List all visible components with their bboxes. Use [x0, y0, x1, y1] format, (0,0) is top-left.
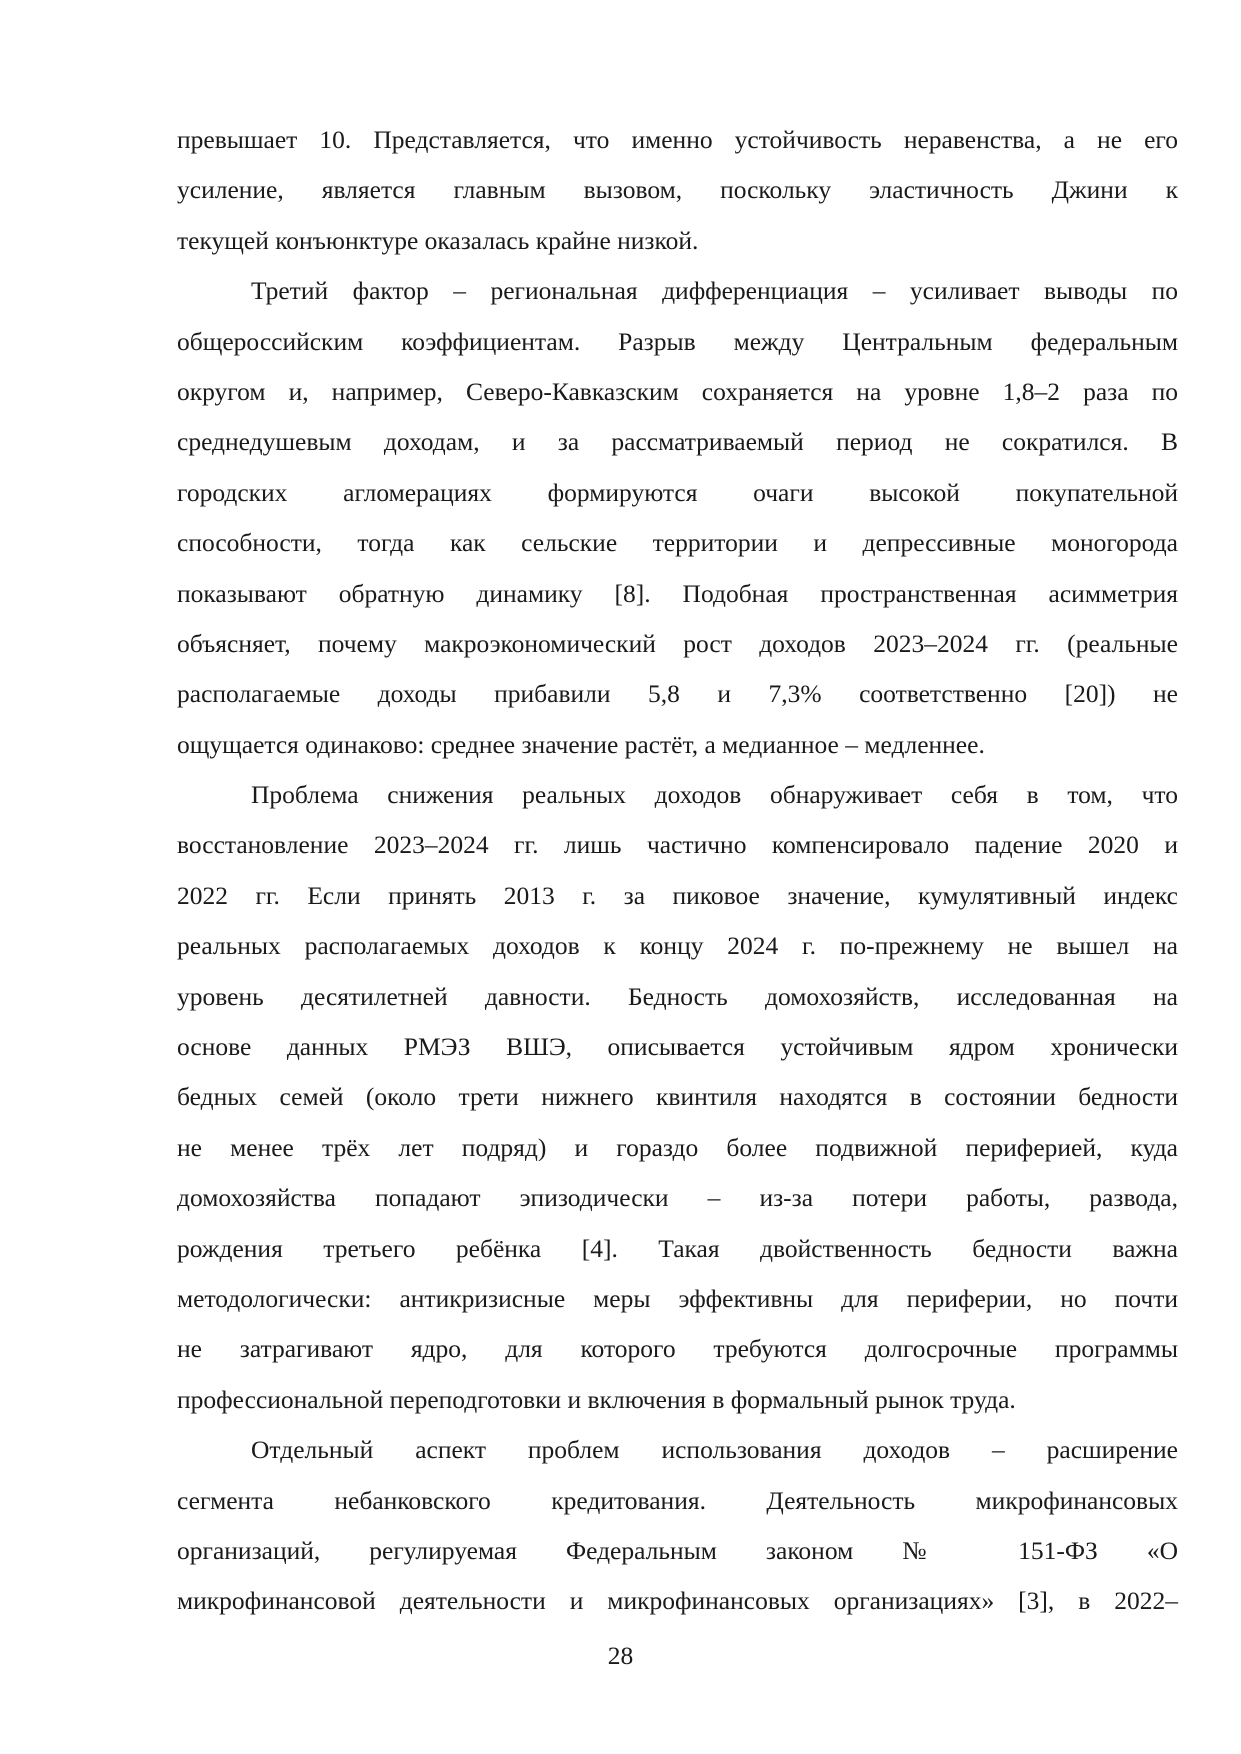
text-line: рождения третьего ребёнка [4]. Такая двойственность бедности важна: [177, 1233, 1178, 1263]
text-line: бедных семей (около трети нижнего квинтиля находятся в состоянии бедности: [177, 1082, 1178, 1112]
text-line: способности, тогда как сельские территории и депрессивные моногорода: [177, 528, 1178, 558]
document-body: [177, 115, 1178, 1627]
paragraph: [177, 115, 1178, 266]
text-line: округом и, например, Северо-Кавказским сохраняется на уровне 1,8–2 раза по: [177, 376, 1178, 406]
text-line: ощущается одинаково: среднее значение растёт, а медианное – медленнее.: [177, 729, 985, 759]
text-line: показывают обратную динамику [8]. Подобная пространственная асимметрия: [177, 578, 1178, 608]
text-line: основе данных РМЭЗ ВШЭ, описывается устойчивым ядром хронически: [177, 1032, 1178, 1062]
text-line: Третий фактор – региональная дифференциация – усиливает выводы по: [251, 276, 1178, 306]
text-line: профессиональной переподготовки и включения в формальный рынок труда.: [177, 1384, 1016, 1414]
text-line: объясняет, почему макроэкономический рост доходов 2023–2024 гг. (реальные: [177, 628, 1178, 658]
paragraph: [177, 266, 1178, 770]
text-line: сегмента небанковского кредитования. Деятельность микрофинансовых: [177, 1485, 1178, 1515]
text-line: не менее трёх лет подряд) и гораздо более подвижной периферией, куда: [177, 1132, 1178, 1162]
text-line: превышает 10. Представляется, что именно устойчивость неравенства, а не его: [177, 125, 1178, 154]
text-line: домохозяйства попадают эпизодически – из-за потери работы, развода,: [177, 1183, 1178, 1213]
page-number: 28: [607, 1641, 634, 1670]
paragraph: [177, 770, 1178, 1425]
text-line: среднедушевым доходам, и за рассматриваемый период не сократился. В: [177, 427, 1178, 457]
text-line: методологически: антикризисные меры эффективны для периферии, но почти: [177, 1283, 1178, 1313]
text-line: реальных располагаемых доходов к концу 2024 г. по-прежнему не вышел на: [177, 931, 1178, 961]
text-line: располагаемые доходы прибавили 5,8 и 7,3% соответственно [20]) не: [177, 679, 1178, 709]
text-line: городских агломерациях формируются очаги высокой покупательной: [177, 477, 1178, 507]
text-line: Отдельный аспект проблем использования доходов – расширение: [251, 1435, 1178, 1465]
text-line: Проблема снижения реальных доходов обнаруживает себя в том, что: [251, 780, 1178, 810]
text-line: текущей конъюнктуре оказалась крайне низкой.: [177, 225, 699, 255]
text-line: 2022 гг. Если принять 2013 г. за пиковое значение, кумулятивный индекс: [177, 880, 1178, 910]
text-line: усиление, является главным вызовом, поскольку эластичность Джини к: [177, 175, 1178, 205]
text-line: уровень десятилетней давности. Бедность домохозяйств, исследованная на: [177, 981, 1178, 1011]
text-line: не затрагивают ядро, для которого требуются долгосрочные программы: [177, 1334, 1178, 1364]
text-line: микрофинансовой деятельности и микрофинансовых организациях» [3], в 2022–: [177, 1586, 1178, 1616]
paragraph: [177, 1425, 1178, 1627]
text-line: общероссийским коэффициентам. Разрыв между Центральным федеральным: [177, 326, 1178, 356]
text-line: организаций, регулируемая Федеральным законом № 151-ФЗ «О: [177, 1535, 1178, 1565]
text-line: восстановление 2023–2024 гг. лишь частично компенсировало падение 2020 и: [177, 830, 1178, 860]
